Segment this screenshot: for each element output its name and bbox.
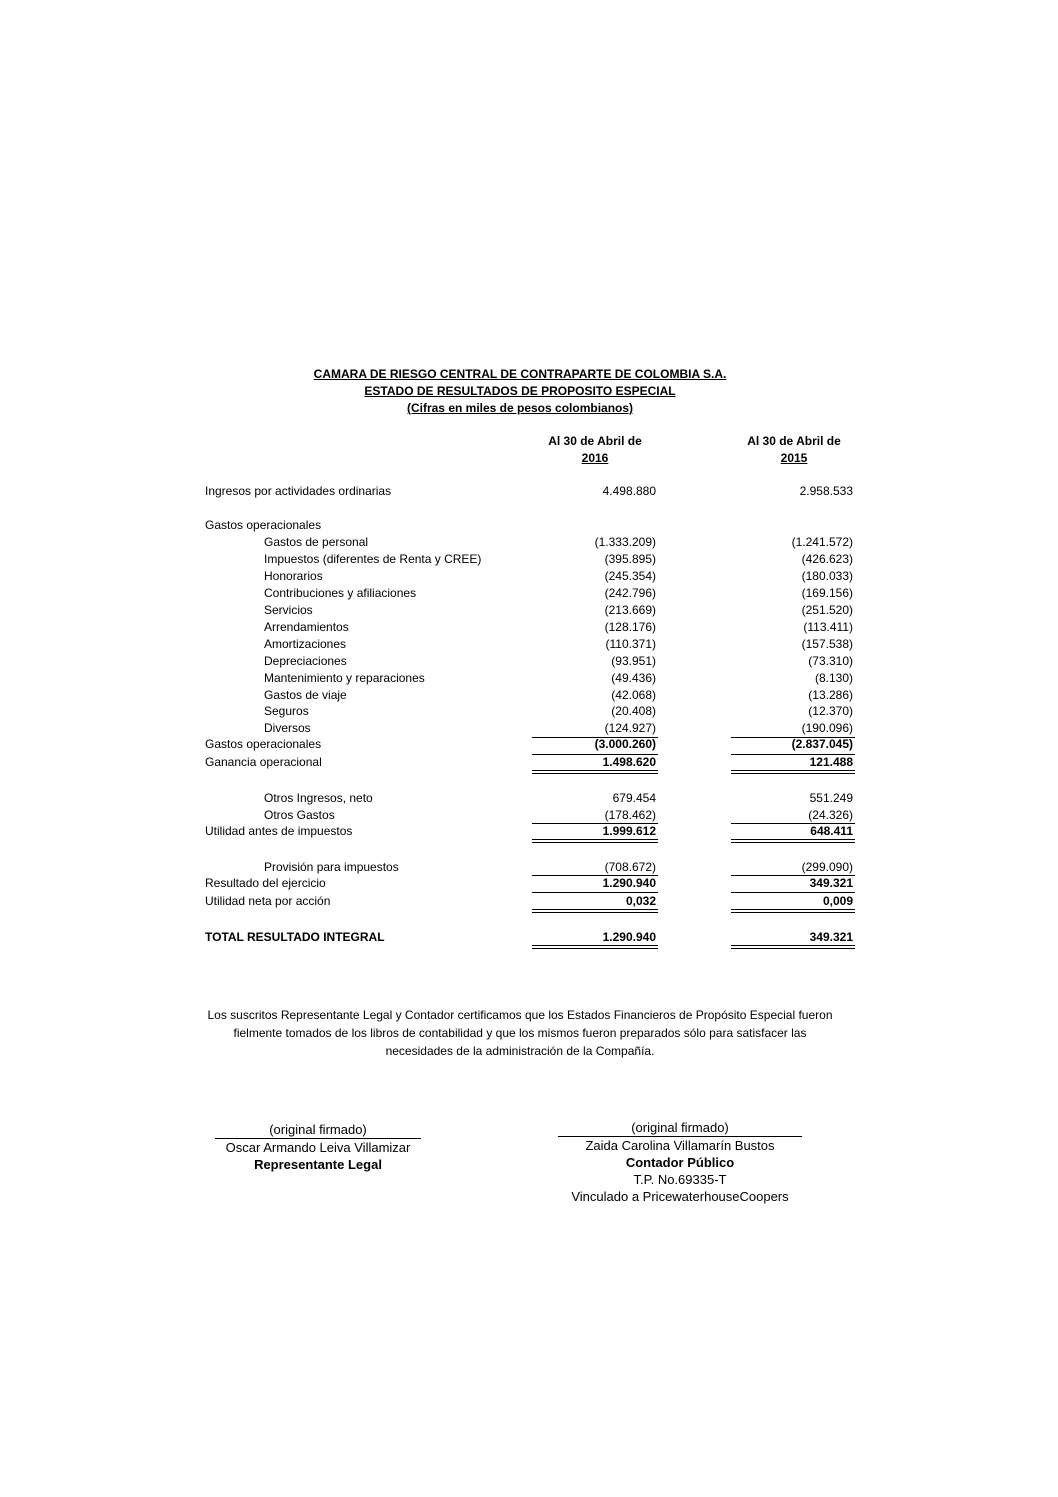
value-2016: (128.176) [604,620,656,634]
double-rule [731,770,855,771]
certification-line-3: necesidades de la administración de la Compañía. [385,1044,655,1058]
row-label: Amortizaciones [264,637,347,651]
double-rule [532,773,658,774]
row-label: Utilidad neta por acción [205,894,331,908]
row-label: Honorarios [264,569,323,583]
column-header-year: 2015 [780,451,808,465]
value-2015: (169.156) [801,586,853,600]
double-rule [532,770,658,771]
value-2015: (12.370) [808,704,853,718]
value-2016: 0,032 [625,894,656,908]
value-2015: 551.249 [809,791,853,805]
double-rule [731,945,855,946]
row-honorarios [0,568,1058,585]
row-gastos-viaje [0,687,1058,704]
value-2016: (245.354) [604,569,656,583]
value-2015: (299.090) [801,860,853,874]
row-seguros [0,703,1058,720]
row-otros-ingresos [0,790,1058,807]
double-rule [532,909,658,910]
row-label: Resultado del ejercicio [205,876,326,890]
value-2015: 648.411 [810,824,853,838]
value-2015: (251.520) [801,603,853,617]
value-2016: (213.669) [604,603,656,617]
certification-line-1: Los suscritos Representante Legal y Contador certificamos que los Estados Financieros de Propósito Especial fueron [207,1008,833,1022]
row-gastos-personal [0,534,1058,551]
row-resultado-ejercicio [0,875,1058,892]
column-header-2016 [515,433,675,467]
double-rule [731,948,855,949]
row-impuestos [0,551,1058,568]
row-label: Ganancia operacional [205,755,322,769]
column-header-label: Al 30 de Abril de [747,434,841,448]
row-amortizaciones [0,636,1058,653]
row-depreciaciones [0,653,1058,670]
value-2015: (73.310) [808,654,853,668]
value-2015: (1.241.572) [791,535,853,549]
row-total-resultado-integral [0,929,1058,946]
row-label: Arrendamientos [264,620,349,634]
column-header-2015 [714,433,874,467]
row-otros-gastos [0,807,1058,824]
double-rule [731,842,855,843]
double-rule [731,912,855,913]
row-servicios [0,602,1058,619]
double-rule [532,945,658,946]
double-rule [532,948,658,949]
value-2015: (426.623) [801,552,853,566]
value-2015: (180.033) [801,569,853,583]
row-label: Provisión para impuestos [264,860,399,874]
value-2015: 2.958.533 [799,484,853,498]
signature-signed-note: (original firmado) [631,1120,729,1135]
statement-title: ESTADO DE RESULTADOS DE PROPOSITO ESPECIAL [364,384,676,398]
row-label: TOTAL RESULTADO INTEGRAL [205,930,385,944]
row-utilidad-neta-accion [0,893,1058,910]
signatory-role: Contador Público [625,1155,735,1170]
value-2015: 349.321 [809,930,853,944]
row-label: Diversos [264,721,311,735]
value-2015: (113.411) [803,620,853,634]
row-label: Otros Gastos [264,808,335,822]
column-header-label: Al 30 de Abril de [548,434,642,448]
professional-license: T.P. No.69335-T [633,1172,727,1187]
signature-public-accountant [548,1119,812,1205]
row-label: Gastos de personal [264,535,369,549]
units-note: (Cifras en miles de pesos colombianos) [406,401,634,415]
row-mantenimiento [0,670,1058,687]
value-2016: (20.408) [611,704,656,718]
value-2015: (8.130) [814,671,853,685]
signatory-name: Oscar Armando Leiva Villamizar [225,1140,411,1155]
double-rule [532,842,658,843]
value-2016: (3.000.260) [594,737,656,751]
row-ganancia-operacional [0,754,1058,771]
value-2016: (1.333.209) [594,535,656,549]
row-label: Otros Ingresos, neto [264,791,373,805]
row-label: Gastos operacionales [205,737,322,751]
row-label: Seguros [264,704,309,718]
double-rule [532,912,658,913]
value-2015: 121.488 [809,755,853,769]
row-label: Gastos operacionales [205,518,322,532]
row-diversos [0,720,1058,737]
value-2016: 4.498.880 [602,484,656,498]
double-rule [731,773,855,774]
firm-affiliation: Vinculado a PricewaterhouseCoopers [571,1189,789,1204]
value-2015: (13.286) [808,688,853,702]
value-2015: 349.321 [809,876,853,890]
company-name: CAMARA DE RIESGO CENTRAL DE CONTRAPARTE DE COLOMBIA S.A. [313,367,727,381]
value-2015: (157.538) [801,637,853,651]
value-2016: (708.672) [604,860,656,874]
row-arrendamientos [0,619,1058,636]
signatory-role: Representante Legal [254,1157,382,1172]
value-2016: 1.290.940 [602,930,656,944]
value-2015: (190.096) [801,721,853,735]
row-gastos-operacionales-total [0,736,1058,753]
row-utilidad-antes-impuestos [0,823,1058,840]
value-2016: (124.927) [604,721,656,735]
value-2016: (395.895) [604,552,656,566]
row-label: Ingresos por actividades ordinarias [205,484,392,498]
value-2016: (93.951) [611,654,656,668]
double-rule [731,909,855,910]
certification-line-2: fielmente tomados de los libros de contabilidad y que los mismos fueron preparados sólo para satisfacer las [233,1026,807,1040]
row-ingresos [0,483,1058,500]
row-contribuciones [0,585,1058,602]
value-2016: (178.462) [604,808,656,822]
value-2016: (242.796) [604,586,656,600]
row-label: Depreciaciones [264,654,347,668]
value-2016: (42.068) [611,688,656,702]
signatory-name: Zaida Carolina Villamarín Bustos [585,1138,775,1153]
row-label: Impuestos (diferentes de Renta y CREE) [264,552,482,566]
row-gastos-operacionales-heading [0,517,1058,534]
value-2016: 1.999.612 [602,824,656,838]
double-rule [532,839,658,840]
row-label: Servicios [264,603,313,617]
value-2016: 679.454 [612,791,656,805]
row-label: Utilidad antes de impuestos [205,824,353,838]
value-2016: (49.436) [611,671,656,685]
row-label: Contribuciones y afiliaciones [264,586,417,600]
value-2015: 0,009 [822,894,853,908]
value-2016: 1.290.940 [602,876,656,890]
value-2015: (2.837.045) [791,737,853,751]
column-header-year: 2016 [581,451,609,465]
value-2015: (24.326) [808,808,853,822]
row-provision-impuestos [0,859,1058,876]
signature-signed-note: (original firmado) [269,1122,367,1137]
value-2016: (110.371) [605,637,656,651]
row-label: Gastos de viaje [264,688,347,702]
signature-legal-representative [200,1121,436,1173]
double-rule [731,839,855,840]
value-2016: 1.498.620 [602,755,656,769]
row-label: Mantenimiento y reparaciones [264,671,425,685]
